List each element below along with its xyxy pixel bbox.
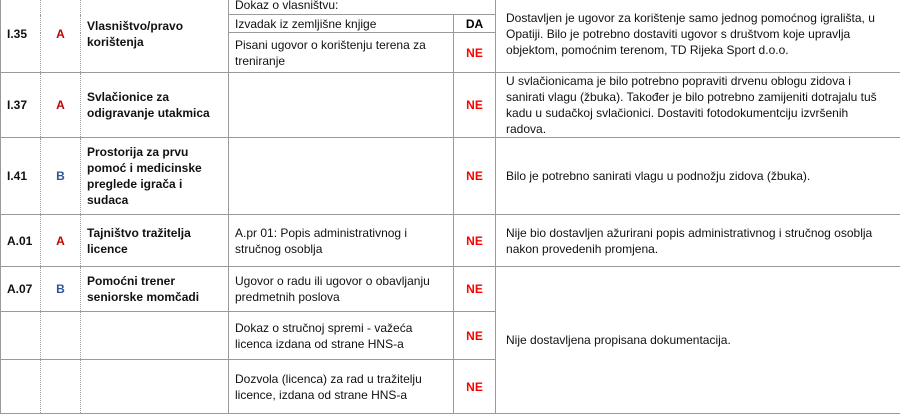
row-note: Dostavljen je ugovor za korištenje samo jednog pomoćnog igrališta, u Opatiji. Bilo je potrebno dostaviti ugovor s društvom koje upravlja objektom, pomoćnim terenom, TD Rijeka Sport d.o.o. <box>496 0 900 73</box>
row-category: A <box>41 215 81 267</box>
empty-cell <box>81 360 229 414</box>
row-title: Vlasništvo/pravo korištenja <box>81 0 229 73</box>
table-row <box>1 267 900 312</box>
status-badge: NE <box>454 360 496 414</box>
requirement-item: Pisani ugovor o korištenju terena za treniranje <box>229 33 454 73</box>
row-category: A <box>41 73 81 138</box>
row-note: U svlačionicama je bilo potrebno popraviti drvenu oblogu zidova i sanirati vlagu (žbuka). Također je bilo potrebno zamijeniti dotrajalu tuš kadu u sudačkoj svlačionici. Dostaviti fotodokumentciju izvršenih radova. <box>496 73 900 138</box>
row-code: I.35 <box>1 0 41 73</box>
row-title: Tajništvo tražitelja licence <box>81 215 229 267</box>
status-badge: NE <box>454 33 496 73</box>
status-badge: NE <box>454 138 496 215</box>
row-category: B <box>41 138 81 215</box>
table-row <box>1 215 900 267</box>
row-code: I.41 <box>1 138 41 215</box>
row-category: B <box>41 267 81 312</box>
requirement-item: Dokaz o stručnoj spremi - važeća licenca izdana od strane HNS-a <box>229 312 454 360</box>
row-code: A.07 <box>1 267 41 312</box>
row-title: Prostorija za prvu pomoć i medicinske preglede igrača i sudaca <box>81 138 229 215</box>
status-badge: NE <box>454 267 496 312</box>
requirement-header: Dokaz o vlasništvu: <box>229 0 496 15</box>
row-title: Svlačionice za odigravanje utakmica <box>81 73 229 138</box>
status-badge: NE <box>454 73 496 138</box>
empty-cell <box>1 360 41 414</box>
row-category: A <box>41 0 81 73</box>
row-title: Pomoćni trener seniorske momčadi <box>81 267 229 312</box>
empty-cell <box>41 312 81 360</box>
requirement-item <box>229 73 454 138</box>
requirement-item: Dozvola (licenca) za rad u tražitelju licence, izdana od strane HNS-a <box>229 360 454 414</box>
status-badge: NE <box>454 215 496 267</box>
row-code: A.01 <box>1 215 41 267</box>
requirement-item <box>229 138 454 215</box>
empty-cell <box>41 360 81 414</box>
row-code: I.37 <box>1 73 41 138</box>
table-row <box>1 0 900 15</box>
status-badge: DA <box>454 15 496 33</box>
table-row <box>1 73 900 138</box>
empty-cell <box>81 312 229 360</box>
status-badge: NE <box>454 312 496 360</box>
requirement-item: A.pr 01: Popis administrativnog i stručnog osoblja <box>229 215 454 267</box>
row-note: Nije dostavljena propisana dokumentacija. <box>496 267 900 414</box>
row-note: Nije bio dostavljen ažurirani popis administrativnog i stručnog osoblja nakon provedenih promjena. <box>496 215 900 267</box>
requirement-item: Ugovor o radu ili ugovor o obavljanju predmetnih poslova <box>229 267 454 312</box>
empty-cell <box>1 312 41 360</box>
table-row <box>1 138 900 215</box>
requirement-item: Izvadak iz zemljišne knjige <box>229 15 454 33</box>
row-note: Bilo je potrebno sanirati vlagu u podnožju zidova (žbuka). <box>496 138 900 215</box>
